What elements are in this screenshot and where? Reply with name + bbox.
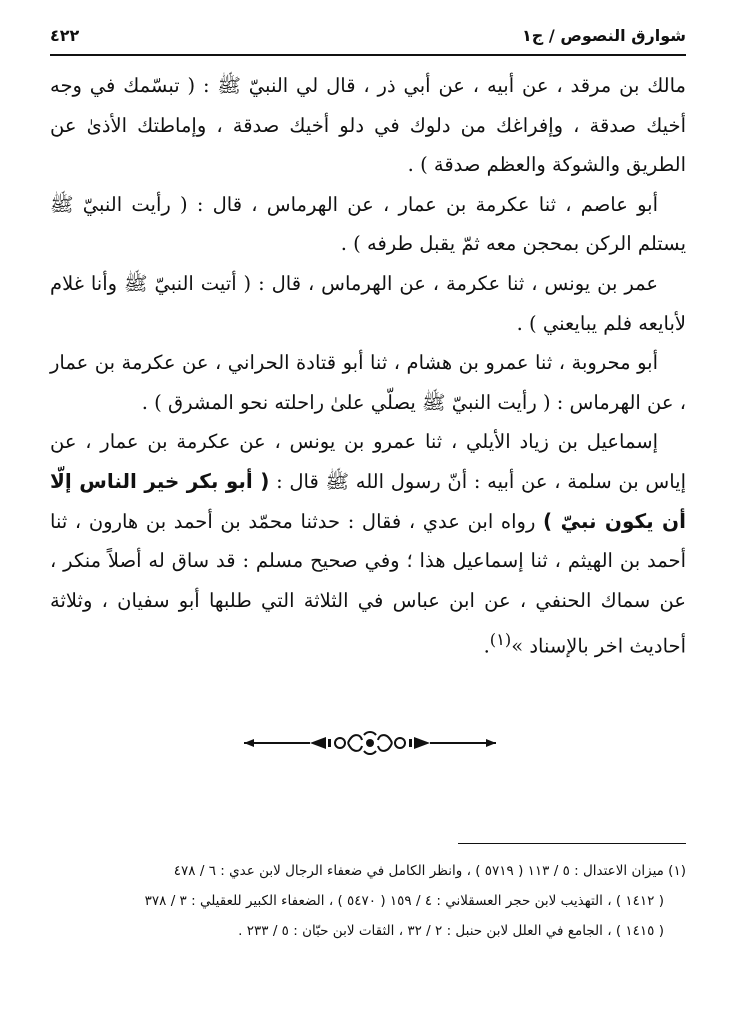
header-rule [50, 54, 686, 56]
footnote-1-line-3: ( ١٤١٥ ) ، الجامع في العلل لابن حنبل : ٢ / ٣٢ ، الثقات لابن حبّان : ٥ / ٢٣٣ . [238, 923, 664, 939]
footnote-1-line-2: ( ١٤١٢ ) ، التهذيب لابن حجر العسقلاني : ٤ / ١٥٩ ( ٥٤٧٠ ) ، الضعفاء الكبير للعقيلي : ٣ / ٣٧٨ [144, 893, 664, 909]
running-header [50, 24, 686, 52]
paragraph-5-chain: إسماعيل بن زياد الأيلي ، ثنا عمرو بن يونس ، عن عكرمة بن عمار ، عن إياس بن سلمة ، عن أبيه : أنّ رسول الله ﷺ قال : [50, 430, 686, 493]
section-divider-ornament [240, 730, 500, 756]
footnote-rule [458, 843, 686, 844]
page-number: ٤٢٢ [50, 26, 80, 45]
footnotes [50, 856, 686, 946]
paragraph-3: عمر بن يونس ، ثنا عكرمة ، عن الهرماس ، قال : ( أتيت النبيّ ﷺ وأنا غلام لأبايعه فلم يبايعني ) . [50, 271, 686, 335]
paragraph-1: مالك بن مرقد ، عن أبيه ، عن أبي ذر ، قال لي النبيّ ﷺ : ( تبسّمك في وجه أخيك صدقة ، وإفراغك من دلوك في دلو أخيك صدقة ، وإماطتك الأذىٰ عن الطريق والشوكة والعظم صدقة ) . [50, 74, 686, 177]
book-title: شوارق النصوص / ج١ [522, 26, 686, 45]
hadith-quote: ( أبو بكر خير الناس إلّا أن يكون نبيّ ) [50, 468, 686, 533]
footnote-marker: (١) [489, 630, 512, 650]
footnote-1-line-1: (١) ميزان الاعتدال : ٥ / ١١٣ ( ٥٧١٩ ) ، وانظر الكامل في ضعفاء الرجال لابن عدي : ٦ / ٤٧٨ [173, 863, 686, 879]
paragraph-5-commentary: رواه ابن عدي ، فقال : حدثنا محمّد بن أحمد بن هارون ، ثنا أحمد بن الهيثم ، ثنا إسماعيل هذا ؛ وفي صحيح مسلم : قد ساق له أصلاً منكر ، عن سماك الحنفي ، عن ابن عباس في الثلاثة التي طلبها أبو سفيان ، وثلاثة أحاديث اخر بالإسناد » [50, 509, 686, 658]
paragraph-2: أبو عاصم ، ثنا عكرمة بن عمار ، عن الهرماس ، قال : ( رأيت النبيّ ﷺ يستلم الركن بمحجن معه ثمّ يقبل طرفه ) . [50, 192, 686, 256]
paragraph-4: أبو محروبة ، ثنا عمرو بن هشام ، ثنا أبو قتادة الحراني ، عن عكرمة بن عمار ، عن الهرماس : ( رأيت النبيّ ﷺ يصلّي علىٰ راحلته نحو المشرق ) . [50, 351, 686, 414]
paragraph-5 [50, 422, 686, 666]
main-text [50, 66, 686, 666]
paragraph-5-end: . [483, 634, 490, 658]
